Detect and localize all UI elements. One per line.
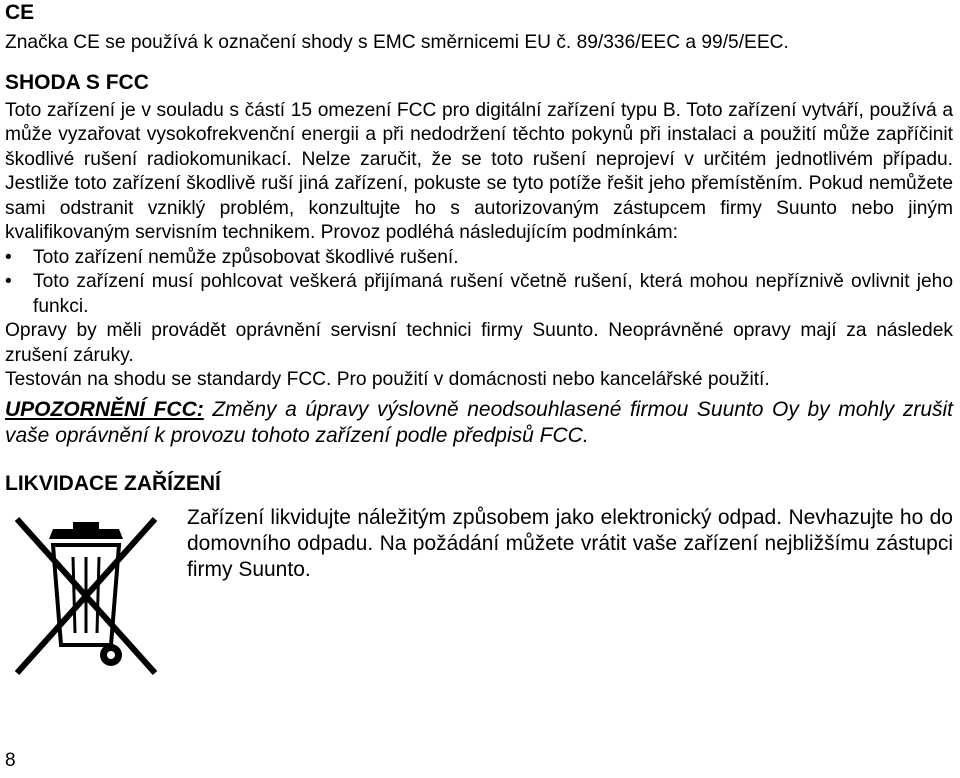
fcc-heading: SHODA S FCC — [5, 70, 149, 94]
bullet-text: Toto zařízení musí pohlcovat veškerá přijímaná rušení včetně rušení, která mohou nepříznivě ovlivnit jeho funkci. — [33, 271, 953, 317]
list-item — [5, 270, 953, 319]
fcc-bullet-list — [5, 246, 953, 320]
page — [5, 0, 953, 778]
fcc-warning — [5, 397, 953, 450]
bullet-text: Toto zařízení nemůže způsobovat škodlivé rušení. — [33, 246, 459, 268]
tested-text: Testován na shodu se standardy FCC. Pro použití v domácnosti nebo kancelářské použití. — [5, 369, 770, 390]
crossed-out-wheelie-bin-icon — [5, 505, 165, 680]
bullet-icon: • — [5, 246, 12, 268]
disposal-text: Zařízení likvidujte náležitým způsobem jako elektronický odpad. Nevhazujte ho do domovního odpadu. Na požádání můžete vrátit vaše zařízení nejbližšímu zástupci firmy Suunto. — [187, 505, 953, 581]
fcc-warning-label: UPOZORNĚNÍ FCC: — [5, 397, 204, 421]
disposal-heading: LIKVIDACE ZAŘÍZENÍ — [5, 471, 221, 495]
page-number: 8 — [5, 750, 16, 771]
ce-text: Značka CE se používá k označení shody s EMC směrnicemi EU č. 89/336/EEC a 99/5/EEC. — [5, 32, 789, 53]
ce-heading: CE — [5, 1, 35, 24]
bullet-icon: • — [5, 271, 12, 292]
repairs-text: Opravy by měli provádět oprávnění servisní technici firmy Suunto. Neoprávněné opravy mají za následek zrušení záruky. — [5, 320, 953, 366]
disposal-section — [5, 505, 953, 680]
fcc-paragraph: Toto zařízení je v souladu s částí 15 omezení FCC pro digitální zařízení typu B. Toto zařízení vytváří, používá a může vyzařovat vysokofrekvenční energii a při nedodržení těchto pokynů při instalaci a použití může zapříčinit škodlivé rušení radiokomunikací. Nelze zaručit, že se toto rušení neprojeví v určitém jednotlivém případu. Jestliže toto zařízení škodlivě ruší jiná zařízení, pokuste se tyto potíže řešit jeho přemístěním. Pokud nemůžete sami odstranit vzniklý problém, konzultujte ho s autorizovaným zástupcem firmy Suunto nebo jiným kvalifikovaným servisním technikem. Provoz podléhá následujícím podmínkám: — [5, 99, 953, 243]
list-item — [5, 246, 953, 271]
fcc-warning-text: Změny a úpravy výslovně neodsouhlasené firmou Suunto Oy by mohly zrušit vaše oprávnění k provozu tohoto zařízení podle předpisů FCC. — [5, 397, 953, 447]
